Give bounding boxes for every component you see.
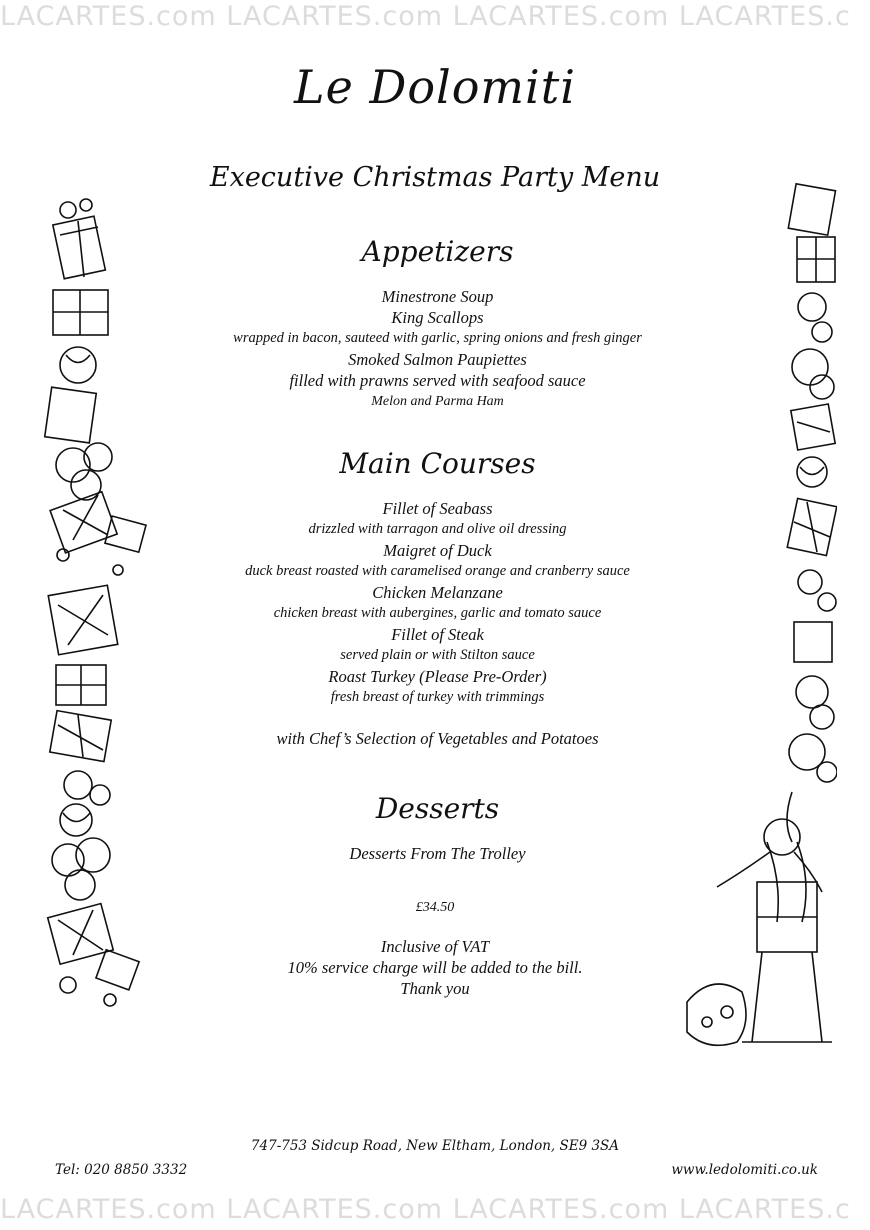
restaurant-address: 747-753 Sidcup Road, New Eltham, London, SE9 3SA: [250, 1138, 620, 1154]
desserts-heading: Desserts: [375, 792, 500, 825]
vat-note: Inclusive of VAT: [380, 937, 490, 956]
menu-item: Roast Turkey (Please Pre-Order): [328, 667, 547, 686]
watermark-top: LACARTES.com LACARTES.com LACARTES.com LACARTES.c: [0, 2, 851, 32]
menu-item-description: drizzled with tarragon and olive oil dressing: [308, 521, 567, 537]
menu-item: Minestrone Soup: [381, 287, 494, 306]
menu-item: Maigret of Duck: [383, 541, 492, 560]
menu-item-description: served plain or with Stilton sauce: [340, 647, 535, 663]
menu-item: Fillet of Seabass: [382, 499, 493, 518]
accompaniment-note: with Chef’s Selection of Vegetables and Potatoes: [276, 729, 599, 748]
menu-item: Chicken Melanzane: [372, 583, 503, 602]
service-charge-note: 10% service charge will be added to the bill.: [287, 958, 583, 977]
watermark-bottom: LACARTES.com LACARTES.com LACARTES.com LACARTES.c: [0, 1195, 851, 1225]
menu-item-description: duck breast roasted with caramelised orange and cranberry sauce: [245, 563, 630, 579]
telephone-number: Tel: 020 8850 3332: [55, 1162, 188, 1178]
desserts-section: [160, 789, 715, 864]
thank-you-note: Thank you: [400, 979, 470, 998]
menu-title: Executive Christmas Party Menu: [209, 162, 661, 193]
appetizers-section: [160, 232, 715, 412]
restaurant-name: Le Dolomiti: [294, 60, 576, 114]
menu-item-description: chicken breast with aubergines, garlic and tomato sauce: [273, 605, 602, 621]
menu-item: Melon and Parma Ham: [371, 394, 504, 409]
website-link[interactable]: www.ledolomiti.co.uk: [671, 1162, 818, 1178]
menu-item: Smoked Salmon Paupiettes: [348, 350, 527, 369]
menu-item-description: filled with prawns served with seafood sauce: [289, 371, 586, 390]
menu-notes: [0, 936, 870, 999]
menu-item: King Scallops: [391, 308, 484, 327]
menu-body: [160, 232, 715, 864]
appetizers-heading: Appetizers: [361, 235, 514, 268]
menu-item-description: wrapped in bacon, sauteed with garlic, spring onions and fresh ginger: [233, 330, 642, 346]
main-courses-heading: Main Courses: [339, 447, 536, 480]
main-courses-section: [160, 444, 715, 749]
menu-item: Fillet of Steak: [391, 625, 484, 644]
menu-price: £34.50: [415, 900, 455, 915]
menu-item-description: fresh breast of turkey with trimmings: [330, 689, 545, 705]
menu-item: Desserts From The Trolley: [349, 844, 526, 863]
